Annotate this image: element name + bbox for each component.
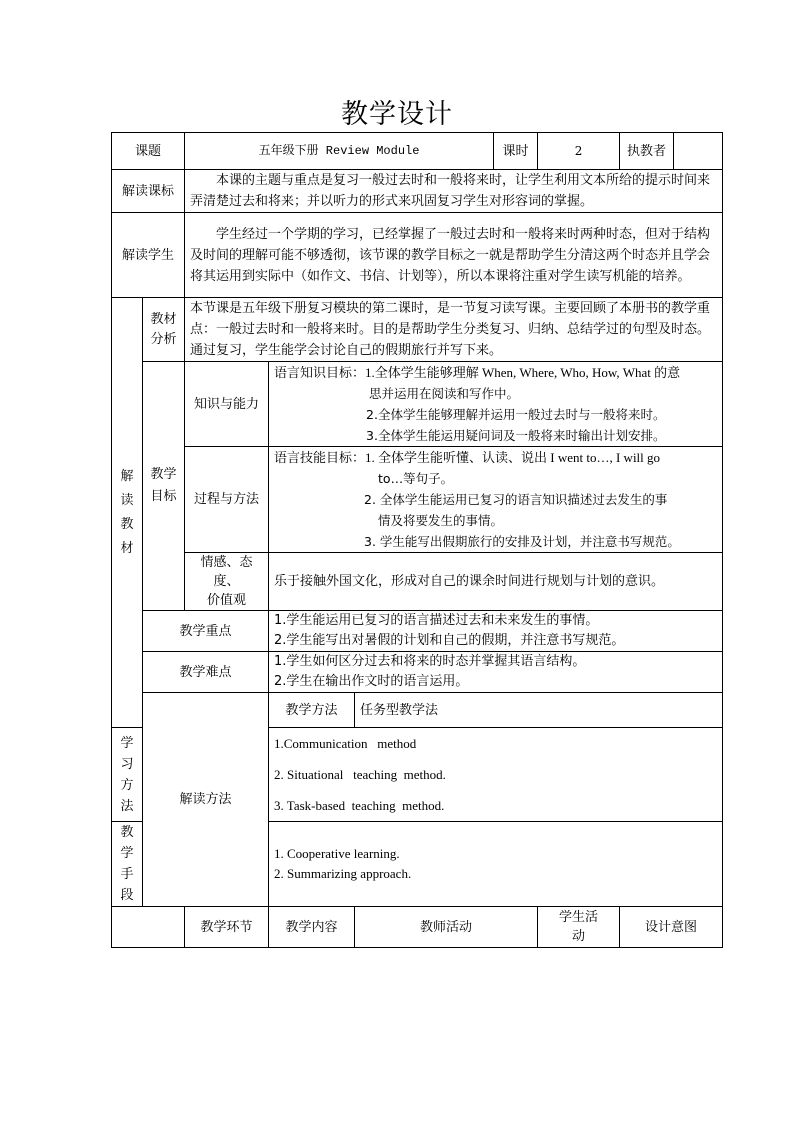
means-list xyxy=(269,822,723,907)
teacher-label: 执教者 xyxy=(620,133,674,170)
materials-analysis-row xyxy=(112,298,723,362)
knowledge-label: 知识与能力 xyxy=(185,362,269,447)
list-item: 2. Situational teaching method. xyxy=(274,767,446,782)
emotion-text: 乐于接触外国文化，形成对自己的课余时间进行规划与计划的意识。 xyxy=(269,553,723,611)
emotion-label: 情感、态度、 价值观 xyxy=(185,553,269,611)
curriculum-label: 解读课标 xyxy=(112,170,185,213)
page-title: 教学设计 xyxy=(341,99,453,130)
period-value: 2 xyxy=(538,133,620,170)
students-label: 解读学生 xyxy=(112,213,185,298)
learning-method-label: 学习方法 xyxy=(112,728,143,822)
students-row xyxy=(112,213,723,298)
analysis-text: 本节课是五年级下册复习模块的第二课时，是一节复习读写课。主要回顾了本册书的教学重点：一般过去时和一般将来时。目的是帮助学生分类复习、归纳、总结学过的句型及时态。通过复习，学生能学会讨论自己的假期旅行并写下来。 xyxy=(185,298,723,362)
teacher-value xyxy=(674,133,723,170)
lesson-plan-table xyxy=(111,132,723,948)
students-text: 学生经过一个学期的学习，已经掌握了一般过去时和一般将来时两种时态，但对于结构及时间的理解可能不够透彻，该节课的教学目标之一就是帮助学生分清这两个时态并且学会将其运用到实际中（如作文、书信、计划等），所以本课将注重对学生读写机能的培养。 xyxy=(185,213,723,298)
process-row xyxy=(112,447,723,553)
key-points-label: 教学重点 xyxy=(143,611,269,652)
content-header: 教学内容 xyxy=(269,907,355,948)
list-item: 2. Summarizing approach. xyxy=(274,866,412,881)
topic-value: 五年级下册 Review Module xyxy=(185,133,494,170)
key-points-text: 1.学生能运用已复习的语言描述过去和未来发生的事情。 2.学生能写出对暑假的计划和自己的假期，并注意书写规范。 xyxy=(269,611,723,652)
goals-label: 教学 目标 xyxy=(143,362,185,611)
means-label: 教学手段 xyxy=(112,822,143,907)
process-label: 过程与方法 xyxy=(185,447,269,553)
teaching-method-label: 教学方法 xyxy=(269,693,355,728)
curriculum-text: 本课的主题与重点是复习一般过去时和一般将来时，让学生利用文本所给的提示时间来弄清楚过去和将来；并以听力的形式来巩固复习学生对形容词的掌握。 xyxy=(185,170,723,213)
materials-label: 解 读 教 材 xyxy=(112,298,143,728)
learning-methods-list xyxy=(269,728,723,822)
topic-label: 课题 xyxy=(112,133,185,170)
period-label: 课时 xyxy=(494,133,538,170)
process-text: 语言技能目标：1. 全体学生能听懂、认读、说出 I went to…, I will go to…等句子。 2. 全体学生能运用已复习的语言知识描述过去发生的事 情及将要发生的事情。 3. 学生能写出假期旅行的安排及计划，并注意书写规范。 xyxy=(269,447,723,553)
teaching-method-value: 任务型教学法 xyxy=(355,693,723,728)
header-row xyxy=(112,133,723,170)
process-header-empty xyxy=(112,907,185,948)
design-intent-header: 设计意图 xyxy=(620,907,723,948)
process-header-row xyxy=(112,907,723,948)
methods-label: 解读方法 xyxy=(143,693,269,907)
difficulties-text: 1.学生如何区分过去和将来的时态并掌握其语言结构。 2.学生在输出作文时的语言运用。 xyxy=(269,652,723,693)
knowledge-row xyxy=(112,362,723,447)
analysis-label: 教材 分析 xyxy=(143,298,185,362)
list-item: 1.Communication method xyxy=(274,736,417,751)
teaching-method-row xyxy=(112,693,723,728)
list-item: 3. Task-based teaching method. xyxy=(274,798,445,813)
teacher-activity-header: 教师活动 xyxy=(355,907,538,948)
stage-header: 教学环节 xyxy=(185,907,269,948)
difficulties-row xyxy=(112,652,723,693)
knowledge-text: 语言知识目标：1.全体学生能够理解 When, Where, Who, How, What 的意 思并运用在阅读和写作中。 2.全体学生能够理解并运用一般过去时与一般将来时。 3.全体学生能运用疑问词及一般将来时输出计划安排。 xyxy=(269,362,723,447)
list-item: 1. Cooperative learning. xyxy=(274,846,400,861)
difficulties-label: 教学难点 xyxy=(143,652,269,693)
key-points-row xyxy=(112,611,723,652)
emotion-row xyxy=(112,553,723,611)
curriculum-row xyxy=(112,170,723,213)
student-activity-header: 学生活 动 xyxy=(538,907,620,948)
